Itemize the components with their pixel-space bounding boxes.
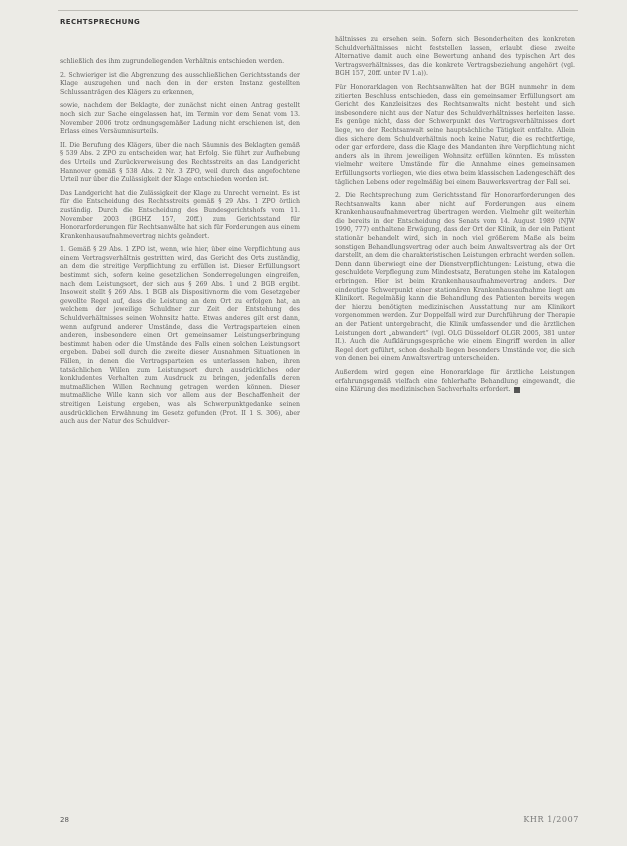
paragraph: schließlich des ihm zugrundeliegenden Verhältnis entschieden werden. [60, 58, 285, 65]
paragraph: sowie, nachdem der Beklagte, der zunächst nicht einen Antrag gestellt noch sich zur Sache eingelassen hat, im Termin vor dem Senat vom 13. November 2006 trotz ordnungsgemäßer Ladung nicht erschienen ist, den Erlass eines Versäumnisurteils. [60, 102, 300, 136]
paragraph: Für Honorarklagen von Rechtsanwälten hat der BGH nunmehr in dem zitierten Beschluss entschieden, dass ein gemeinsamer Erfüllungsort am Gericht des Kanzleisitzes des Rechtsanwalts nicht besteht und sich insbesondere nicht aus der Natur des Schuldverhältnisses herleiten lasse. Es genüge nicht, dass der Schwerpunkt des Vertragsverhältnisses dort liege, wo der Rechtsanwalt seine hauptsächliche Tätigkeit entfalte. Allein dies sichere dem Schuldverhältnis noch keine Natur, die es rechtfertige, oder gar erfordere, dass die Klage des Mandanten ihre Verpflichtung nicht anders als in ihrem jeweiligen Wohnsitz erfüllen könnten. Es müssten vielmehr weitere Umstände für die Annahme eines gemeinsamen Erfüllungsorts vorliegen, wie dies etwa beim klassischen Ladengeschäft des täglichen Lebens oder regelmäßig bei einem Bauwerksvertrag der Fall sei. [335, 83, 575, 186]
paragraph: II. Die Berufung des Klägers, über die nach Säumnis des Beklagten gemäß § 539 Abs. 2 ZPO zu entscheiden war, hat Erfolg. Sie führt zur Aufhebung des Urteils und Zurückverweisung des Rechtsstreits an das Landgericht Hannover gemäß § 538 Abs. 2 Nr. 3 ZPO, weil durch das angefochtene Urteil nur über die Zulässigkeit der Klage entschieden worden ist. [60, 141, 300, 184]
left-column [60, 58, 300, 432]
paragraph-final [335, 369, 575, 395]
page-number: 28 [60, 816, 69, 824]
header-rule [58, 10, 578, 11]
paragraph: hältnisses zu ersehen sein. Sofern sich Besonderheiten des konkreten Schuldverhältnisses nicht feststellen lassen, erlaubt diese zweite Alternative damit auch eine Bewertung anhand des typischen Art des Vertragsverhältnisses, das die konkrete Vertragsbeziehung angehört (vgl. BGH 157, 20ff. unter IV 1.a)). [335, 36, 575, 78]
section-header: RECHTSPRECHUNG [60, 18, 141, 26]
paragraph: 2. Die Rechtsprechung zum Gerichtsstand für Honorarforderungen des Rechtsanwalts kann aber nicht auf Forderungen aus einem Krankenhausaufnahmevertrag übertragen werden. Vielmehr gilt weiterhin die bereits in der Entscheidung des Senats vom 14. August 1989 (NJW 1990, 777) enthaltene Erwägung, dass der Ort der Klinik, in der ein Patient stationär behandelt wird, sich in noch viel größerem Maße als beim sonstigen Behandlungsvertrag oder auch beim Anwaltsvertrag als der Ort darstellt, an dem die charakteristischen Leistungen erbracht werden sollen. Denn dann überwiegt eine der Dienstverpflichtungen: Leistung, etwa die geschuldete Verpflegung zum Mindestsatz, Beratungen stehe im Katalogen erbringen. Hier ist beim Krankenhausaufnahmevertrag anders. Der eindeutige Schwerpunkt einer stationären Krankenhausaufnahme liegt am Klinikort. Regelmäßig kann die Behandlung des Patienten bereits wegen der hierzu benötigten medizinischen Ausstattung nur am Klinikort vorgenommen werden. Zur Doppelfall wird zur Durchführung der Therapie an der Patient untergebracht, die Klinik umfassender und die ärztlichen Leistungen dort „abwandert“ (vgl. OLG Düsseldorf OLGR 2005, 381 unter II.). Auch die Aufklärungsgespräche wie einem Eingriff werden in aller Regel dort geführt, schon deshalb liegen besonders Umstände vor, die sich von denen bei einem Anwaltsvertrag unterscheiden. [335, 192, 575, 363]
paragraph: 1. Gemäß § 29 Abs. 1 ZPO ist, wenn, wie hier, über eine Verpflichtung aus einem Vertragsverhältnis gestritten wird, das Gericht des Orts zuständig, an dem die streitige Verpflichtung zu erfüllen ist. Dieser Erfüllungsort bestimmt sich, sofern keine gesetzlichen Sonderregelungen eingreifen, nach dem Leistungsort, der sich aus § 269 Abs. 1 und 2 BGB ergibt. Insoweit stellt § 269 Abs. 1 BGB als Dispositivnorm die vom Gesetzgeber gewollte Regel auf, dass die Leistung an dem Ort zu erfolgen hat, an welchem der jeweilige Schuldner zur Zeit der Entstehung des Schuldverhältnisses seinen Wohnsitz hatte. Etwas anderes gilt erst dann, wenn aufgrund anderer Umstände, dass die Vertragsparteien einen anderen, insbesondere einen Ort gemeinsamer Leistungserbringung bestimmt haben oder die Umstände des Falls einen solchen Leistungsort ergeben. Dabei soll durch die zweite dieser Ausnahmen Situationen in Fällen, in denen die Vertragsparteien es unterlassen haben, ihren tatsächlichen Willen zum Leistungsort durch ausdrückliches oder konkludentes Verhalten zum Ausdruck zu bringen, jedenfalls deren mutmaßlichen Willen Rechnung getragen werden können. Dieser mutmaßliche Wille kann sich vor allem aus der Beschaffenheit der streitigen Leistung ergeben, was als Schwerpunktgedanke seinen ausdrücklichen Erwähnung im Gesetz gefunden (Prot. II 1 S. 306), aber auch aus der Natur des Schuldver- [60, 246, 300, 426]
right-column [335, 36, 575, 400]
journal-citation: KHR 1/2007 [523, 815, 579, 824]
paragraph-text: Außerdem wird gegen eine Honorarklage für ärztliche Leistungen erfahrungsgemäß vielfach eine fehlerhafte Behandlung eingewandt, die eine Klärung des medizinischen Sachverhalts erfordert. [335, 368, 575, 394]
end-mark-square-icon [514, 387, 520, 393]
paragraph: 2. Schwieriger ist die Abgrenzung des ausschließlichen Gerichtsstands der Klage auszugehen und nach den in der ersten Instanz gestellten Schlussanträgen des Klägers zu erkennen, [60, 71, 300, 96]
paragraph: Das Landgericht hat die Zulässigkeit der Klage zu Unrecht verneint. Es ist für die Entscheidung des Rechtsstreits gemäß § 29 Abs. 1 ZPO örtlich zuständig. Durch die Entscheidung des Bundesgerichtshofs vom 11. November 2003 (BGHZ 157, 20ff.) zum Gerichtsstand für Honorarforderungen für Rechtsanwälte hat sich für Forderungen aus einem Krankenhausaufnahmevertrag nichts geändert. [60, 189, 300, 240]
